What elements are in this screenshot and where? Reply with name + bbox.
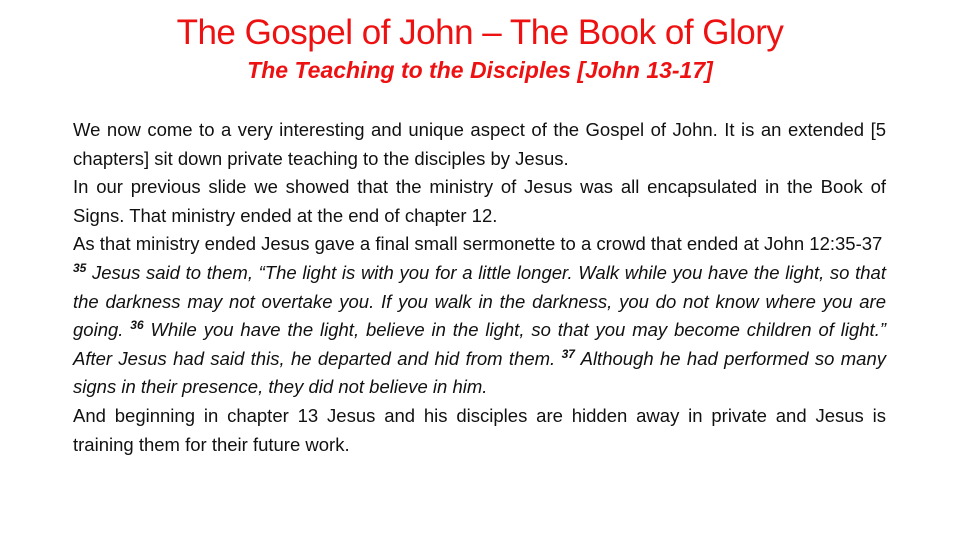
verse-number: 35 [73, 260, 87, 275]
slide-title: The Gospel of John – The Book of Glory [176, 13, 784, 52]
scripture-quote [73, 259, 886, 402]
body-paragraph: And beginning in chapter 13 Jesus and his disciples are hidden away in private and Jesus is training them for their future work. [73, 404, 886, 455]
verse-text: Jesus said to them, “The light is with you for a little longer. Walk while you have the light, so that the darkness may not overtake you. If you walk in the darkness, you do not know where you are going. [73, 261, 886, 341]
slide-subtitle: The Teaching to the Disciples [John 13-17] [247, 57, 713, 83]
verse-text: While you have the light, believe in the light, so that you may become children of light.” After Jesus had said this, he departed and hid from them. [73, 319, 887, 369]
verse-number: 36 [130, 318, 144, 332]
verse-text: Although he had performed so many signs in their presence, they did not believe in him. [73, 347, 886, 398]
slide-body [73, 116, 886, 459]
body-paragraph: As that ministry ended Jesus gave a final small sermonette to a crowd that ended at John 12:35-37 [73, 233, 883, 255]
verse-number: 37 [561, 346, 575, 361]
body-paragraph: We now come to a very interesting and unique aspect of the Gospel of John. It is an extended [5 chapters] sit down private teaching to the disciples by Jesus. [73, 119, 886, 169]
body-paragraph: In our previous slide we showed that the ministry of Jesus was all encapsulated in the Book of Signs. That ministry ended at the end of chapter 12. [73, 176, 886, 226]
